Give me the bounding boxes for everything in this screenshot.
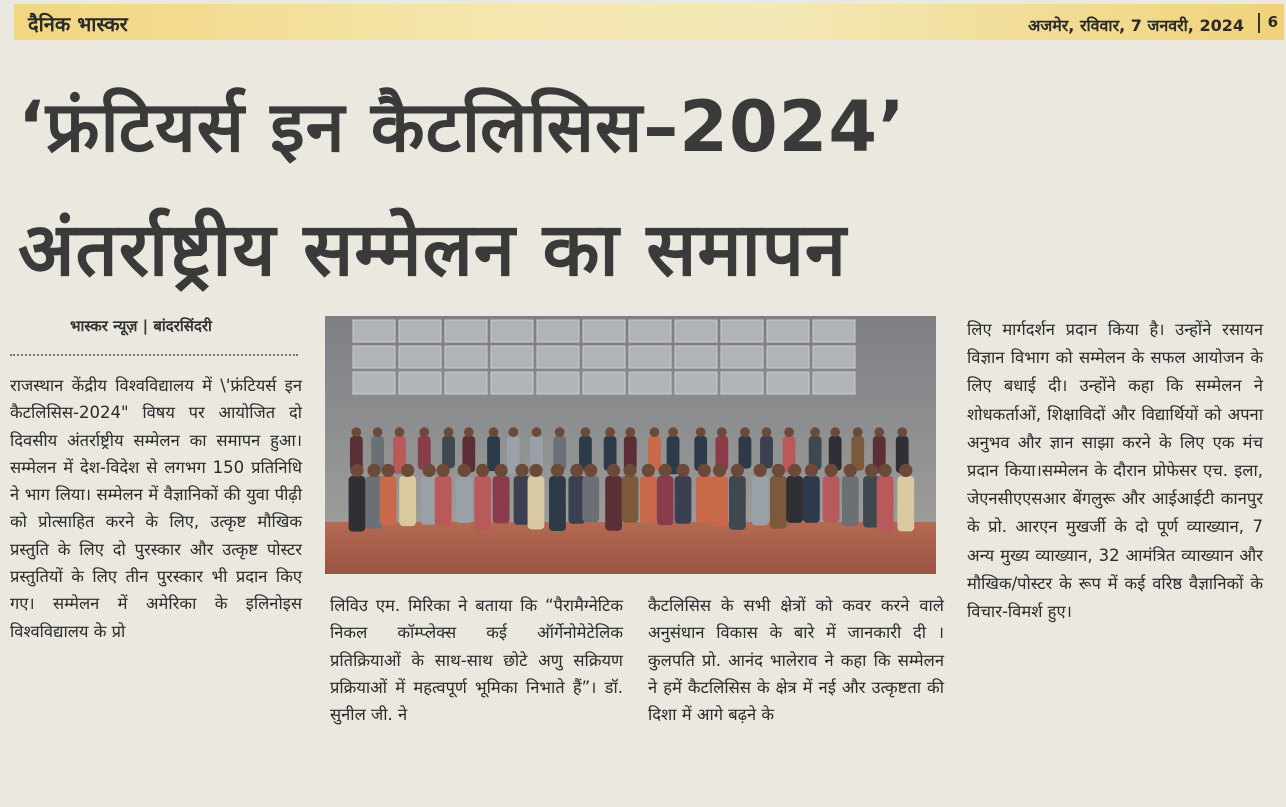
person-figure	[418, 427, 431, 469]
page-separator	[1258, 13, 1260, 33]
person-figure	[582, 464, 599, 522]
article-column-2	[330, 592, 623, 728]
header-band	[14, 4, 1284, 40]
person-figure	[752, 464, 769, 526]
article-column-4	[967, 316, 1263, 626]
person-figure	[493, 464, 510, 524]
person-figure	[851, 427, 864, 470]
person-figure	[809, 427, 822, 470]
article-column-1	[10, 372, 302, 645]
person-figure	[456, 464, 473, 523]
person-figure	[715, 427, 728, 470]
article-text-2: लिविउ एम. मिरिका ने बताया कि “पैरामैग्नेटिक निकल कॉम्प्लेक्स कई ऑर्गेनोमेटेलिक प्रतिक्रियाओं के साथ-साथ छोटे अणु सक्रियण प्रक्रियाओं में महत्वपूर्ण भूमिका निभाते हैं”। डॉ. सुनील जी. ने	[330, 596, 623, 725]
byline-divider	[10, 354, 298, 356]
person-figure	[760, 427, 773, 468]
person-figure	[553, 427, 566, 470]
headline-line-2: अंतर्राष्ट्रीय सम्मेलन का समापन	[18, 207, 847, 293]
person-figure	[739, 427, 752, 468]
article-column-3	[648, 592, 944, 728]
person-figure	[380, 464, 397, 526]
group-photo	[325, 316, 936, 574]
masthead: दैनिक भास्कर	[28, 12, 128, 36]
group-photo-icon	[325, 316, 936, 574]
dateline: अजमेर, रविवार, 7 जनवरी, 2024	[1028, 16, 1244, 35]
person-figure	[640, 464, 657, 523]
person-figure	[648, 427, 661, 470]
person-figure	[487, 427, 500, 471]
person-figure	[657, 464, 674, 525]
person-figure	[675, 464, 692, 524]
person-figure	[823, 464, 840, 523]
person-figure	[786, 464, 803, 523]
person-figure	[842, 464, 859, 526]
article-text-1: राजस्थान केंद्रीय विश्वविद्यालय में \'फ्रंटियर्स इन कैटलिसिस-2024" विषय पर आयोजित दो दिवसीय अंतर्राष्ट्रीय सम्मेलन का समापन हुआ। सम्मेलन में देश-विदेश से लगभग 150 प्रतिनिधि ने भाग लिया। सम्मेलन में वैज्ञानिकों की युवा पीढ़ी को प्रोत्साहित करने के लिए, उत्कृष्ट मौखिक प्रस्तुति के लिए दो पुरस्कार और उत्कृष्ट पोस्टर प्रस्तुतियों के लिए तीन पुरस्कार भी प्रदान किए गए। सम्मेलन में अमेरिका के इलिनोइस विश्वविद्यालय के प्रो	[10, 376, 302, 641]
article-text-3: कैटलिसिस के सभी क्षेत्रों को कवर करने वाले अनुसंधान विकास के बारे में जानकारी दी । कुलपति प्रो. आनंद भालेराव ने कहा कि सम्मेलन ने हमें कैटलिसिस के क्षेत्र में नई और उत्कृष्टता की दिशा में आगे बढ़ने के	[648, 596, 944, 725]
page-number: 6	[1267, 13, 1278, 31]
person-figure	[435, 464, 452, 526]
person-figure	[622, 464, 639, 523]
person-figure	[696, 464, 713, 523]
person-figure	[442, 427, 455, 468]
person-figure	[711, 464, 728, 527]
person-figure	[624, 427, 637, 470]
person-figure	[399, 464, 416, 526]
headline-line-1: ‘फ्रंटियर्स इन कैटलिसिस–2024’	[18, 86, 906, 168]
person-figure	[579, 427, 592, 469]
article-text-4: लिए मार्गदर्शन प्रदान किया है। उन्होंने रसायन विज्ञान विभाग को सम्मेलन के सफल आयोजन के लिए बधाई दी। उन्होंने कहा कि सम्मेलन ने शोधकर्ताओं, शिक्षाविदों और विद्यार्थियों को अपना अनुभव और ज्ञान साझा करने के लिए एक मंच प्रदान किया।सम्मेलन के दौरान प्रोफेसर एच. इला, जेएनसीएएसआर बेंगलुरू और आईआईटी कानपुर के प्रो. आरएन मुखर्जी के दो पूर्ण व्याख्यान, 7 अन्य मुख्य व्याख्यान, 32 आमंत्रित व्याख्यान और मौखिक/पोस्टर के रूप में कई वरिष्ठ वैज्ञानिकों के विचार-विमर्श हुए।	[967, 320, 1263, 622]
person-figure	[803, 464, 820, 523]
byline: भास्कर न्यूज़ | बांदरसिंदरी	[70, 317, 212, 335]
